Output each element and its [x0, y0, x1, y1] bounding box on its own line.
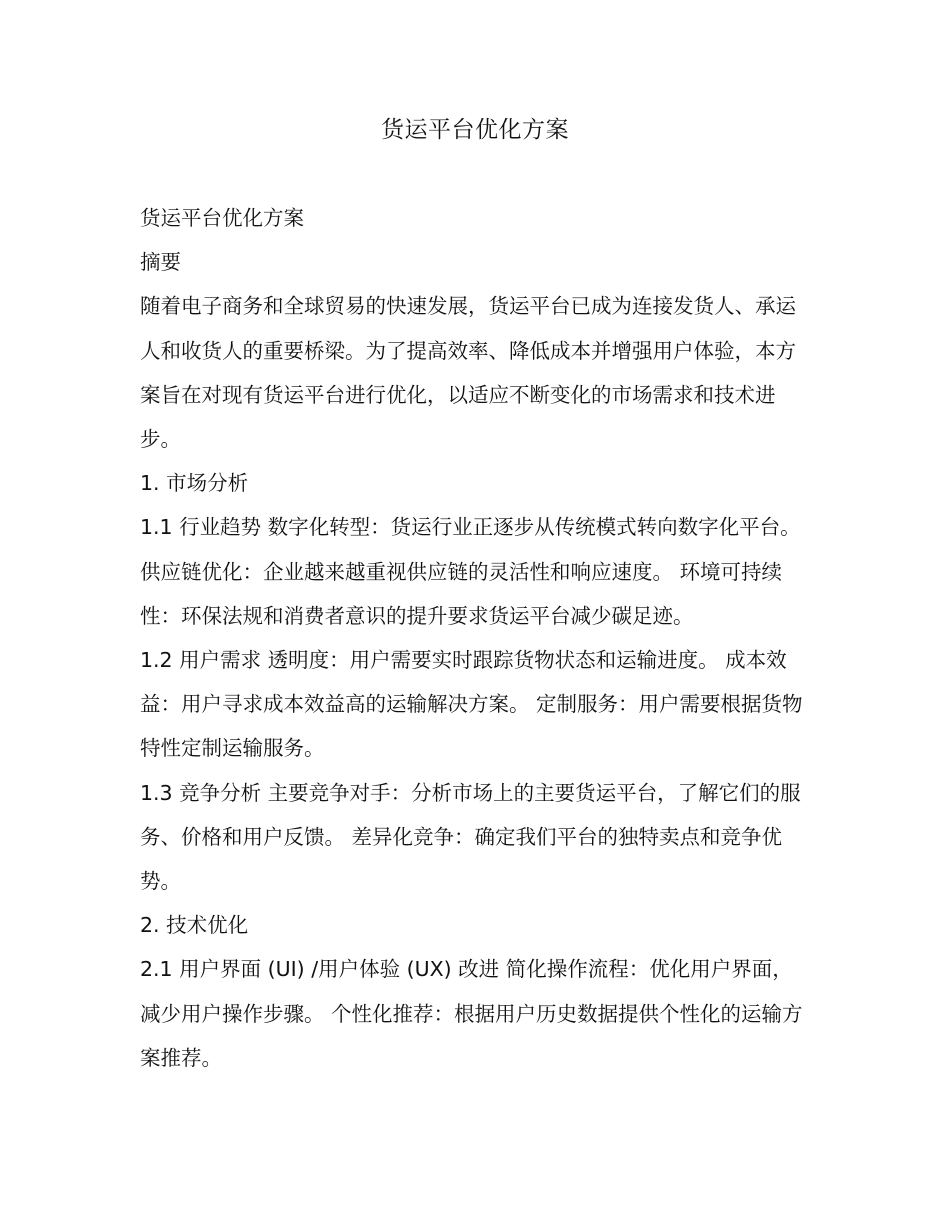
section-heading-tech-optimization: 2. 技术优化 [140, 913, 249, 938]
paragraph-ui-ux-improvement: 2.1 用户界面 (UI) /用户体验 (UX) 改进 简化操作流程：优化用户界面，减少用户操作步骤。 个性化推荐：根据用户历史数据提供个性化的运输方案推荐。 [140, 957, 803, 1070]
paragraph-industry-trends: 1.1 行业趋势 数字化转型：货运行业正逐步从传统模式转向数字化平台。 供应链优化：企业越来越重视供应链的灵活性和响应速度。 环境可持续性：环保法规和消费者意识的提升要求货运平台减少碳足迹。 [140, 515, 801, 628]
heading-repeat-title: 货运平台优化方案 [140, 206, 304, 230]
heading-abstract: 摘要 [140, 250, 181, 275]
paragraph-competition-analysis: 1.3 竞争分析 主要竞争对手：分析市场上的主要货运平台，了解它们的服务、价格和用户反馈。 差异化竞争：确定我们平台的独特卖点和竞争优势。 [140, 780, 801, 894]
document-body [140, 196, 812, 1080]
document-title: 货运平台优化方案 [381, 117, 569, 143]
section-heading-market-analysis: 1. 市场分析 [140, 471, 249, 496]
paragraph-user-needs: 1.2 用户需求 透明度：用户需要实时跟踪货物状态和运输进度。 成本效益：用户寻求成本效益高的运输解决方案。 定制服务：用户需要根据货物特性定制运输服务。 [140, 648, 803, 761]
abstract-paragraph: 随着电子商务和全球贸易的快速发展，货运平台已成为连接发货人、承运人和收货人的重要桥梁。为了提高效率、降低成本并增强用户体验，本方案旨在对现有货运平台进行优化，以适应不断变化的市场需求和技术进步。 [140, 294, 796, 452]
